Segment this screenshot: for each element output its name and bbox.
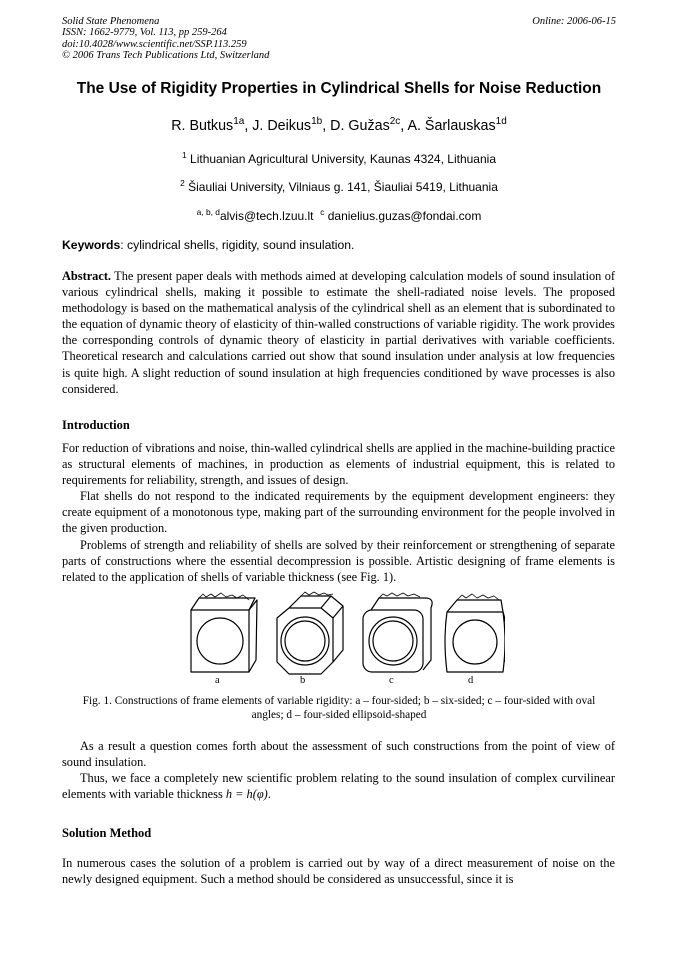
affiliation-text: Šiauliai University, Vilniaus g. 141, Šiauliai 5419, Lithuania [188,180,498,194]
affiliation-2 [0,180,678,194]
journal-header [62,16,269,61]
journal-name: Solid State Phenomena [62,16,160,27]
online-date: Online: 2006-06-15 [532,16,616,27]
affiliation-mark: 2 [180,178,185,188]
journal-copyright: © 2006 Trans Tech Publications Ltd, Switzerland [62,49,270,61]
paragraph: For reduction of vibrations and noise, thin-walled cylindrical shells are applied in the machine-building practice as structural elements of machines, in production as elements of industrial equipment, this is related to requirements for reliability, strength, and issues of design. [62,441,615,488]
keywords-label: Keywords [62,238,121,252]
email-mark: c [320,207,325,217]
figure-label-a: a [215,675,220,686]
paragraph: Thus, we face a completely new scientific problem relating to the sound insulation of complex curvilinear elements with variable thickness h = h(φ). [62,771,615,802]
author-name: A. Šarlauskas [407,118,496,134]
thickness-formula: h = h(φ) [225,787,268,802]
shell-oval-angles-drawing [363,593,432,672]
author-name: D. Gužas [330,118,390,134]
author-name: R. Butkus [171,118,234,134]
affiliation-mark: 1 [182,150,187,160]
journal-issn: ISSN: 1662-9779, Vol. 113, pp 259-264 [62,27,227,39]
solution-body [62,855,615,887]
figure-label-b: b [300,675,306,686]
paragraph: As a result a question comes forth about the assessment of such constructions from the point of view of sound insulation. [62,739,615,770]
figure-caption: Fig. 1. Constructions of frame elements of variable rigidity: a – four-sided; b – six-sided; c – four-sided with oval angles; d – four-sided ellipsoid-shaped [82,695,596,721]
introduction-body [62,440,615,585]
shell-six-sided-drawing [277,592,343,674]
paper-title: The Use of Rigidity Properties in Cylindrical Shells for Noise Reduction [76,80,602,97]
keywords [62,238,616,252]
author-affiliation-mark: 1d [495,116,507,128]
abstract-label: Abstract. [62,269,112,283]
author-name: J. Deikus [252,118,312,134]
author-affiliation-mark: 1b [311,116,323,128]
author-affiliation-mark: 1a [233,116,245,128]
figure-label-d: d [468,675,474,686]
email-link[interactable]: alvis@tech.lzuu.lt [219,209,314,223]
paragraph: Problems of strength and reliability of shells are solved by their reinforcement or strengthening of separate parts of constructions where the essential decompression is possible. Artistic designing of frame elements is related to the application of shells of variable thickness (see Fig. 1). [62,537,615,584]
author-list: R. Butkus$^{1a}$, J. Deikus$^{1b}$, D. Gužas$^{2c}$, A. Šarlauskas$^{1d}$ [171,116,507,134]
keywords-text: : cylindrical shells, rigidity, sound insulation. [120,238,355,252]
journal-doi[interactable]: doi:10.4028/www.scientific.net/SSP.113.259 [62,38,247,50]
figure-label-c: c [389,675,394,686]
author-affiliation-mark: 2c [389,116,401,128]
figure-1-shell-drawings [185,590,505,688]
shell-ellipsoid-shaped-drawing [445,594,505,672]
email-mark: a, b, d [196,207,220,217]
email-link[interactable]: danielius.guzas@fondai.com [327,209,482,223]
introduction-continued [62,738,615,802]
paragraph: Flat shells do not respond to the indicated requirements by the equipment development engineers: they create equipment of a monotonous type, making part of the surrounding environment for the people involved in the given production. [62,489,615,536]
section-heading-solution-method: Solution Method [62,826,152,840]
section-heading-introduction: Introduction [62,418,130,432]
paragraph: In numerous cases the solution of a problem is carried out by way of a direct measurement of noise on the newly designed equipment. Such a method should be considered as unsuccessful, since it is [62,856,615,887]
abstract-text: The present paper deals with methods aimed at developing calculation models of sound insulation of various cylindrical shells, making it possible to estimate the shell-radiated noise levels. The proposed methodology is based on the mathematical analysis of the cylindrical shell as an element that is subordinated to the equation of dynamic theory of elasticity of thin-walled constructions of variable rigidity. The work provides the corresponding controls of dynamic theory of elasticity in partial derivatives with variable coefficients. Theoretical research and calculations carried out show that sound insulation under analysis at low frequencies is quite high. A slight reduction of sound insulation at high frequencies conditioned by wave processes is also considered. [62,269,615,396]
shell-four-sided-drawing [191,593,257,672]
abstract [62,268,615,397]
affiliation-text: Lithuanian Agricultural University, Kaunas 4324, Lithuania [190,152,496,166]
email-line [0,209,678,223]
affiliation-1 [0,152,678,166]
